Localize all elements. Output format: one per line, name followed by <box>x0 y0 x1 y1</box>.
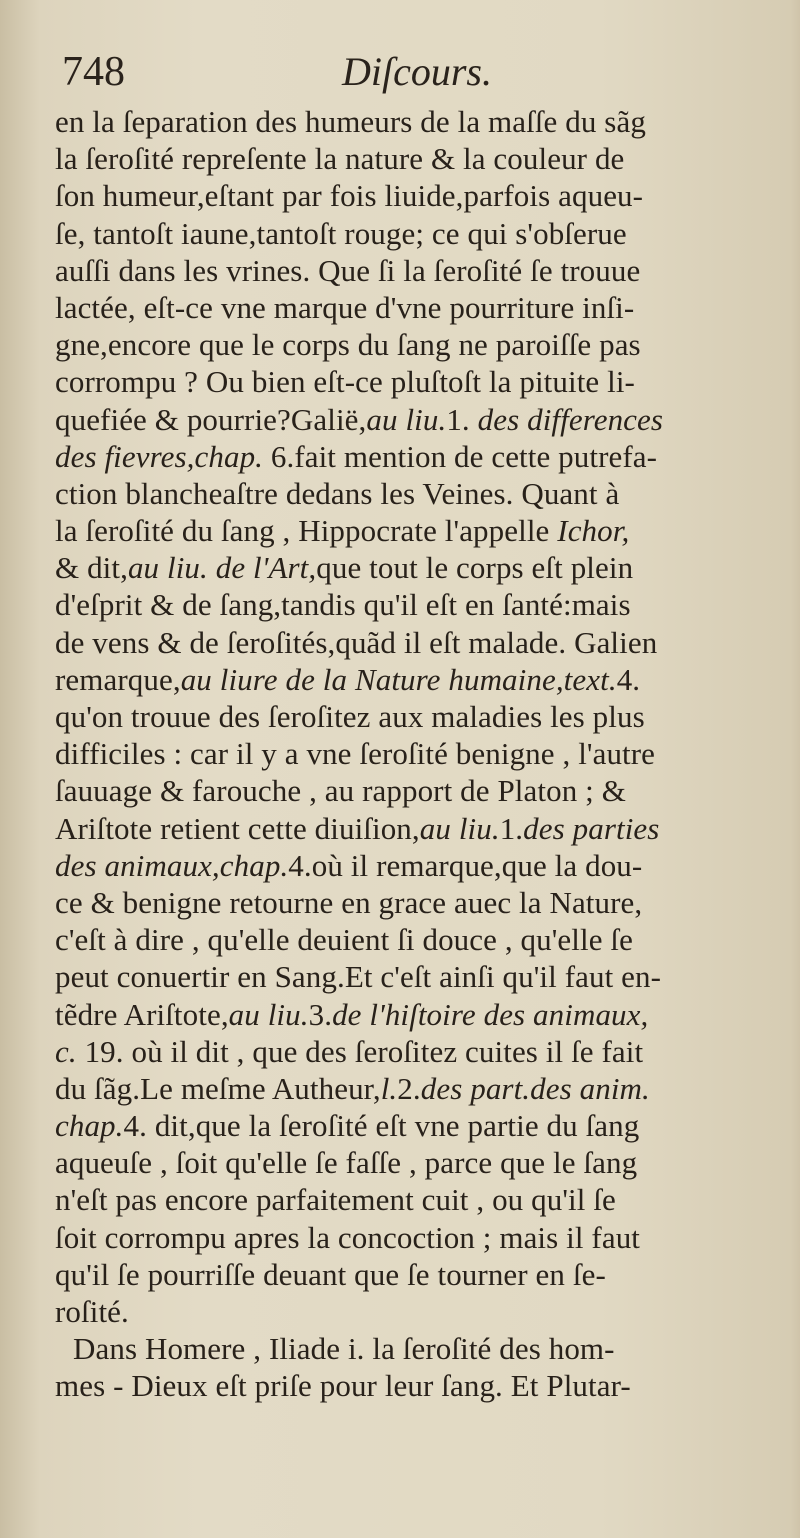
text-line <box>55 698 745 735</box>
text-line <box>55 884 745 921</box>
text-segment: corrompu ? Ou bien eſt-ce pluſtoſt la pituite li- <box>55 364 635 400</box>
page-header <box>62 48 732 98</box>
text-line <box>55 140 745 177</box>
text-line <box>55 475 745 512</box>
text-segment: Ariſtote retient cette diuiſion, <box>55 810 420 846</box>
text-line <box>55 958 745 995</box>
text-line <box>55 1293 745 1330</box>
text-line <box>55 735 745 772</box>
text-line <box>55 1219 745 1256</box>
text-segment: auſſi dans les vrines. Que ſi la ſeroſité ſe trouue <box>55 252 641 288</box>
text-line <box>55 289 745 326</box>
text-segment: 4. <box>616 661 641 697</box>
text-segment: qu'on trouue des ſeroſitez aux maladies les plus <box>55 699 645 734</box>
italic-segment: au liu. <box>366 401 447 437</box>
text-segment: roſité. <box>55 1294 129 1329</box>
text-segment: la ſeroſité repreſente la nature & la couleur de <box>55 141 625 177</box>
text-segment: 4.où il remarque,que la dou- <box>288 847 643 883</box>
italic-segment: des differences <box>477 401 664 437</box>
text-line <box>55 1144 745 1181</box>
text-segment: ſe, tantoſt iaune,tantoſt rouge; ce qui s'obſerue <box>55 215 627 251</box>
text-segment: peut conuertir en Sang.Et c'eſt ainſi qu'il faut en- <box>55 959 662 995</box>
body-text <box>55 103 745 1405</box>
text-segment: 1. <box>499 810 524 846</box>
italic-segment: chap. <box>55 1108 124 1144</box>
text-segment: la ſeroſité du ſang , Hippocrate l'appelle <box>55 513 558 549</box>
italic-segment: des part.des anim. <box>420 1070 650 1106</box>
text-line <box>55 586 745 623</box>
text-segment: remarque, <box>55 661 181 697</box>
text-segment: 3. <box>308 996 333 1032</box>
text-segment: difficiles : car il y a vne ſeroſité benigne , l'autre <box>55 736 656 772</box>
text-segment: n'eſt pas encore parfaitement cuit , ou qu'il ſe <box>55 1182 616 1218</box>
text-segment: quefiée & pourrie?Galië, <box>55 401 367 437</box>
page-number: 748 <box>62 49 125 95</box>
text-line <box>55 1256 745 1293</box>
text-line <box>55 401 745 438</box>
text-segment: 2. <box>397 1070 421 1106</box>
text-line <box>55 1367 745 1404</box>
text-line <box>55 1181 745 1218</box>
italic-segment: au liu. <box>228 996 309 1032</box>
text-segment: 4. dit,que la ſeroſité eſt vne partie du ſang <box>123 1108 640 1144</box>
text-line <box>55 1033 745 1070</box>
text-segment: gne,encore que le corps du ſang ne paroiſſe pas <box>55 327 641 363</box>
text-line <box>55 103 745 140</box>
italic-segment: des animaux,chap. <box>55 847 289 883</box>
text-segment: 19. où il dit , que des ſeroſitez cuites il ſe fait <box>76 1033 644 1069</box>
text-segment: 6.fait mention de cette putrefa- <box>263 438 658 474</box>
text-segment: de vens & de ſeroſités,quãd il eſt malade. Galien <box>55 624 658 660</box>
italic-segment: Ichor, <box>557 513 630 549</box>
text-segment: aqueuſe , ſoit qu'elle ſe faſſe , parce que le ſang <box>55 1145 638 1181</box>
text-line <box>55 847 745 884</box>
italic-segment: c. <box>55 1033 77 1069</box>
text-line <box>55 363 745 400</box>
text-segment: du ſãg.Le meſme Autheur, <box>55 1070 381 1106</box>
italic-segment: des fievres,chap. <box>55 438 264 474</box>
text-segment: 1. <box>446 401 478 437</box>
text-segment: que tout le corps eſt plein <box>316 550 634 586</box>
text-line <box>55 996 745 1033</box>
text-line <box>55 326 745 363</box>
text-segment: ſauuage & farouche , au rapport de Platon ; & <box>55 773 626 809</box>
text-segment: qu'il ſe pourriſſe deuant que ſe tourner en ſe- <box>55 1256 606 1292</box>
text-line <box>55 1330 745 1367</box>
text-segment: en la ſeparation des humeurs de la maſſe du sãg <box>55 104 646 139</box>
text-segment: mes - Dieux eſt priſe pour leur ſang. Et Plutar- <box>55 1368 631 1404</box>
text-line <box>55 252 745 289</box>
text-segment: & dit, <box>55 550 128 586</box>
italic-segment: des parties <box>523 810 660 846</box>
text-segment: ſoit corrompu apres la concoction ; mais il faut <box>55 1219 641 1255</box>
text-line <box>55 438 745 475</box>
text-line <box>55 921 745 958</box>
italic-segment: de l'hiſtoire des animaux, <box>332 996 649 1032</box>
text-line <box>55 810 745 847</box>
text-line <box>55 215 745 252</box>
text-line <box>55 1107 745 1144</box>
running-head: Diſcours. <box>342 49 492 94</box>
text-segment: Dans Homere , Iliade i. la ſeroſité des hom- <box>73 1331 615 1367</box>
text-line <box>55 661 745 698</box>
text-line <box>55 772 745 809</box>
italic-segment: au liu. <box>419 810 500 846</box>
text-segment: ſon humeur,eſtant par fois liuide,parfois aqueu- <box>55 178 644 214</box>
text-line <box>55 624 745 661</box>
text-segment: lactée, eſt-ce vne marque d'vne pourriture inſi- <box>55 289 635 325</box>
text-line <box>55 512 745 549</box>
text-segment: ce & benigne retourne en grace auec la Nature, <box>55 884 643 920</box>
text-line <box>55 177 745 214</box>
text-line <box>55 1070 745 1107</box>
text-line <box>55 549 745 586</box>
text-segment: tẽdre Ariſtote, <box>55 996 229 1032</box>
text-segment: d'eſprit & de ſang,tandis qu'il eſt en ſanté:mais <box>55 587 631 623</box>
italic-segment: au liure de la Nature humaine,text. <box>180 661 617 697</box>
text-segment: ction blancheaſtre dedans les Veines. Quant à <box>55 475 620 511</box>
italic-segment: l. <box>380 1070 398 1106</box>
text-segment: c'eſt à dire , qu'elle deuient ſi douce , qu'elle ſe <box>55 922 634 958</box>
italic-segment: au liu. de l'Art, <box>127 550 317 586</box>
